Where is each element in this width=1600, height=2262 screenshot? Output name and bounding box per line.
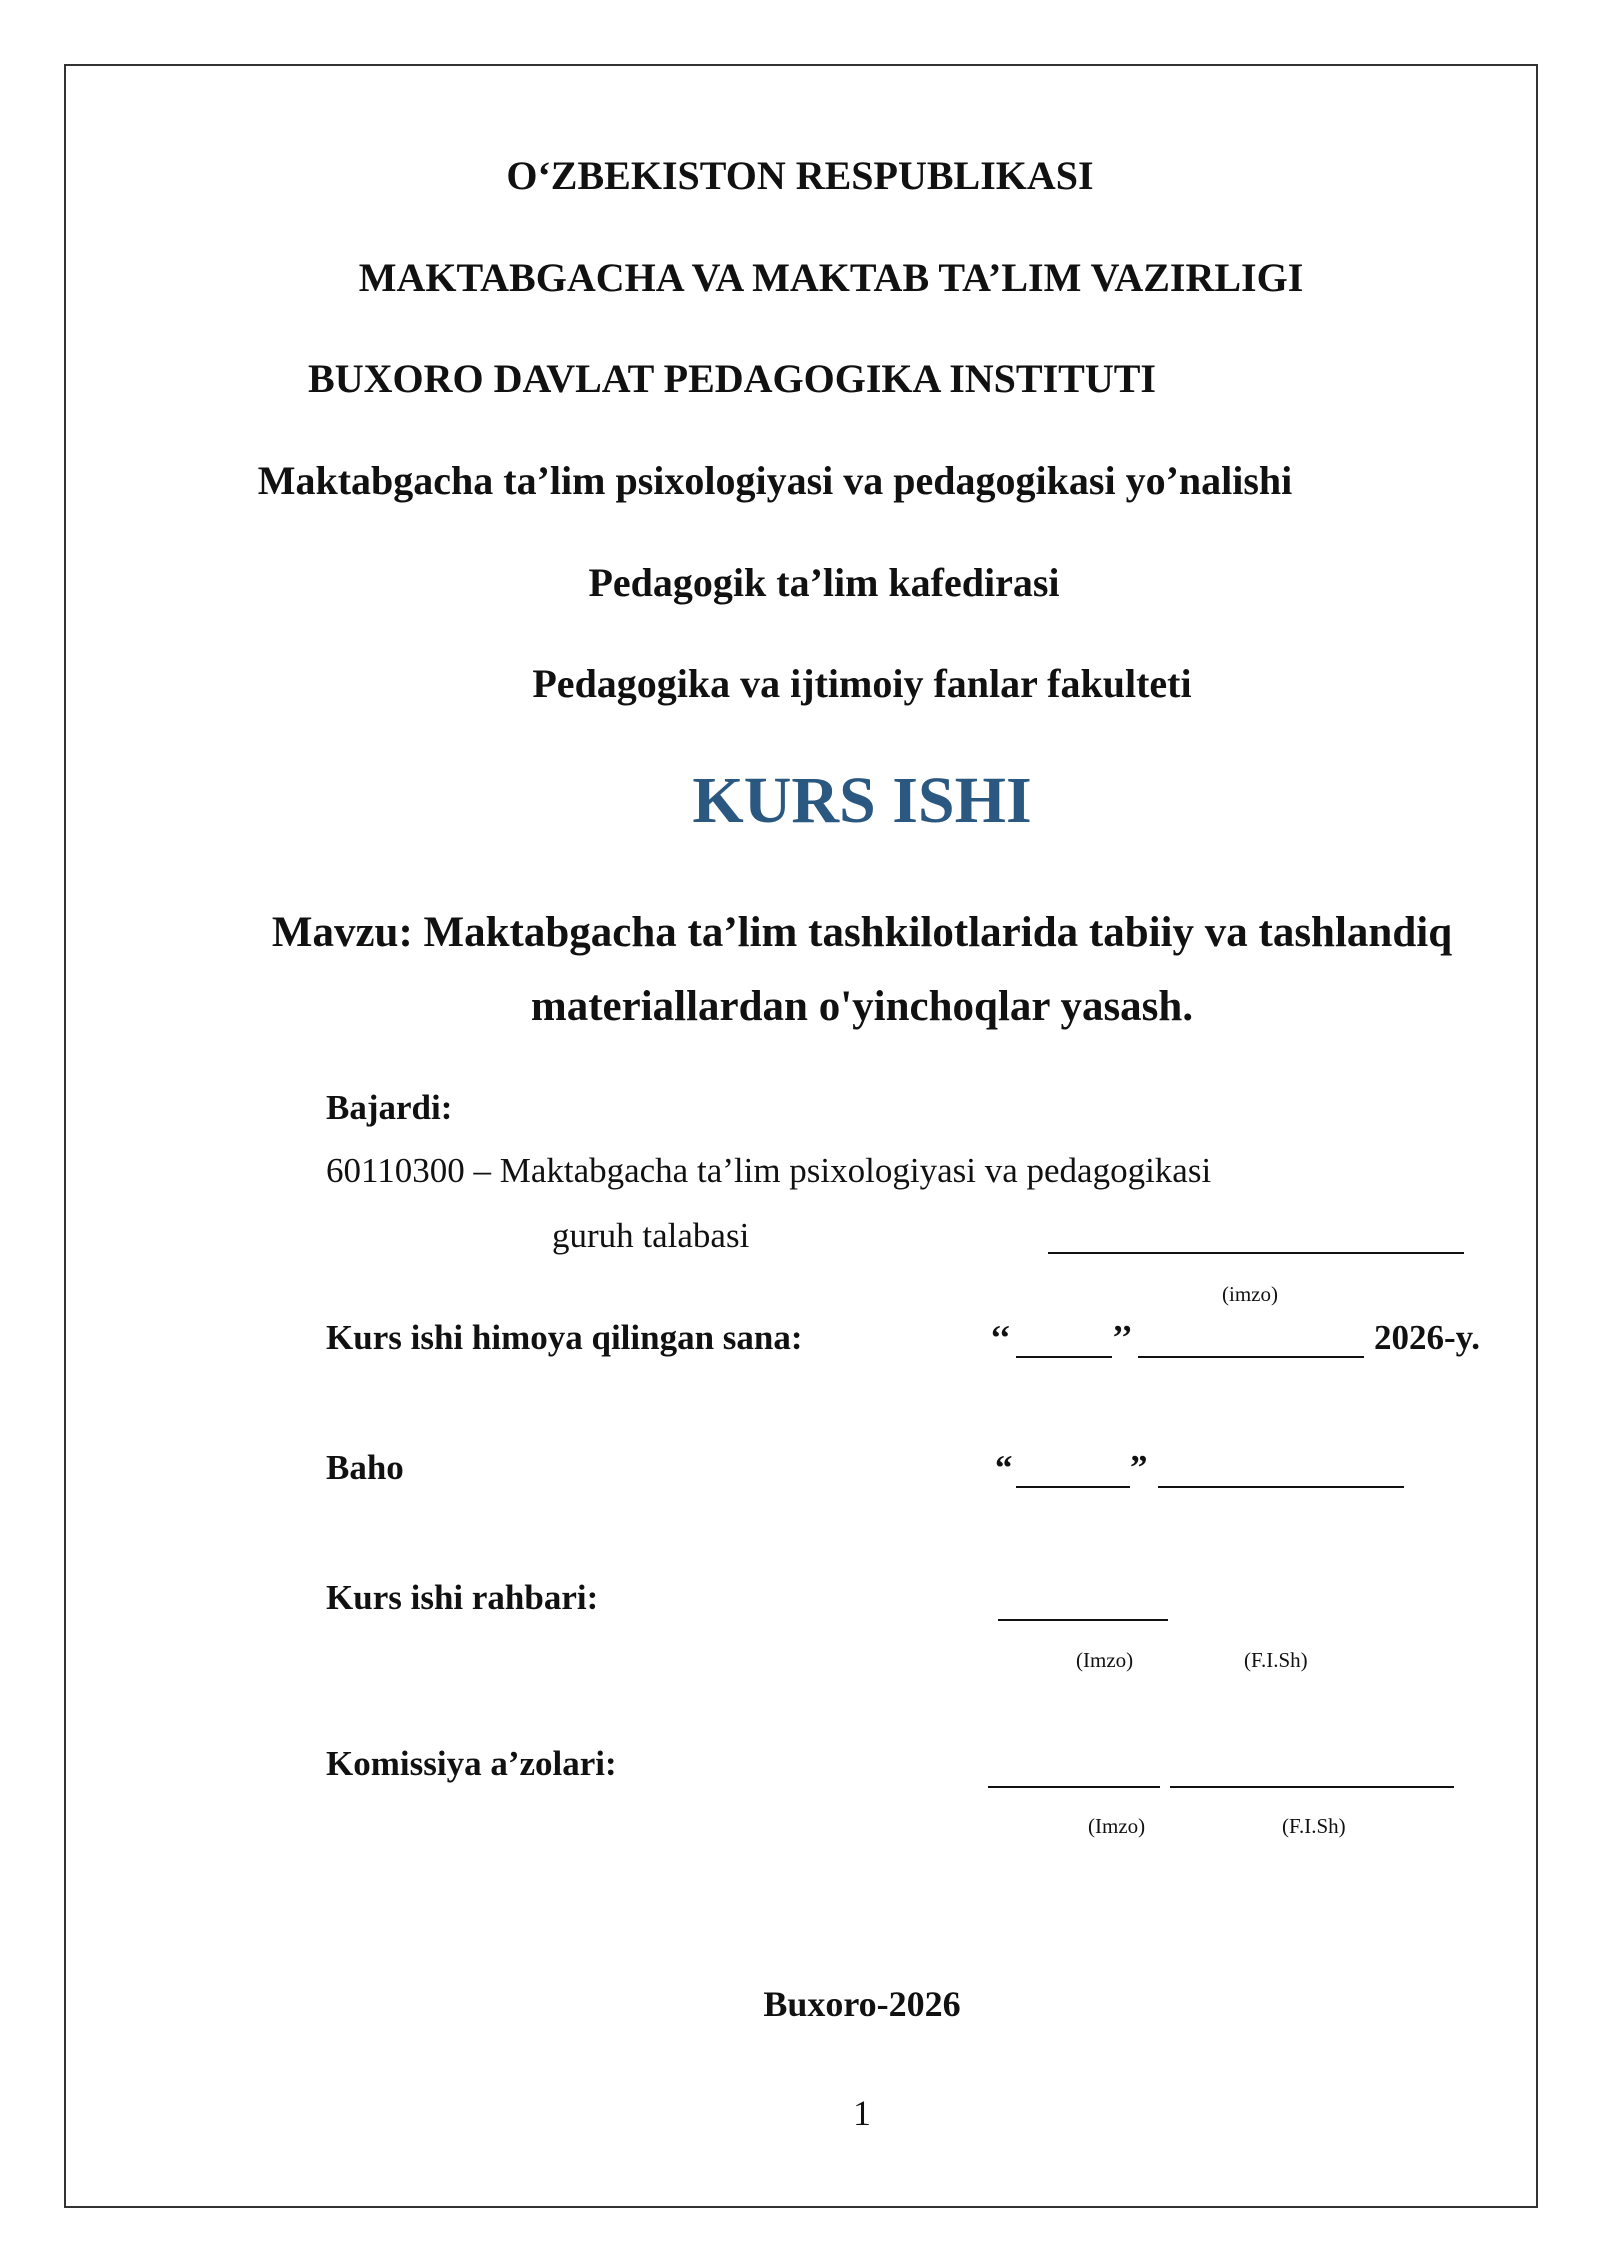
performer-signature-caption: (imzo) <box>1222 1282 1278 1306</box>
commission-name-line <box>1170 1786 1454 1788</box>
performer-label: Bajardi: <box>326 1088 453 1127</box>
commission-name-caption: (F.I.Sh) <box>1282 1814 1346 1838</box>
topic-line-2: materiallardan o'yinchoqlar yasash. <box>530 983 1194 1030</box>
performer-signature-line <box>1048 1252 1464 1254</box>
grade-close-quote: ” <box>1130 1448 1148 1487</box>
republic-heading: O‘ZBEKISTON RESPUBLIKASI <box>506 153 1094 198</box>
defense-year: 2026-y. <box>1374 1318 1480 1357</box>
commission-sign-caption: (Imzo) <box>1088 1814 1146 1838</box>
supervisor-name-caption: (F.I.Sh) <box>1244 1648 1308 1672</box>
topic-line-1: Mavzu: Maktabgacha ta’lim tashkilotlarida tabiiy va tashlandiq <box>271 909 1453 956</box>
performer-group: guruh talabasi <box>552 1216 750 1255</box>
defense-date-label: Kurs ishi himoya qilingan sana: <box>326 1318 803 1357</box>
direction-heading: Maktabgacha ta’lim psixologiyasi va pedagogikasi yo’nalishi <box>257 458 1293 503</box>
defense-day-open-quote: ‘‘ <box>990 1318 1011 1357</box>
performer-program: 60110300 – Maktabgacha ta’lim psixologiyasi va pedagogikasi <box>326 1151 1212 1190</box>
supervisor-sign-caption: (Imzo) <box>1076 1648 1134 1672</box>
defense-day-close-quote: ’’ <box>1112 1318 1133 1357</box>
defense-month-line <box>1138 1356 1364 1358</box>
ministry-heading: MAKTABGACHA VA MAKTAB TA’LIM VAZIRLIGI <box>358 255 1304 300</box>
grade-open-quote: “ <box>995 1448 1013 1487</box>
faculty-heading: Pedagogika va ijtimoiy fanlar fakulteti <box>532 661 1192 706</box>
commission-label: Komissiya a’zolari: <box>326 1744 617 1783</box>
supervisor-label: Kurs ishi rahbari: <box>326 1578 599 1617</box>
page-number: 1 <box>853 2093 871 2133</box>
grade-score-line <box>1016 1486 1130 1488</box>
grade-word-line <box>1158 1486 1404 1488</box>
supervisor-signature-line <box>998 1619 1168 1621</box>
defense-day-line <box>1016 1356 1112 1358</box>
document-title: KURS ISHI <box>692 764 1032 837</box>
grade-label: Baho <box>326 1448 404 1487</box>
department-heading: Pedagogik ta’lim kafedirasi <box>588 560 1060 605</box>
commission-signature-line <box>988 1786 1160 1788</box>
institute-heading: BUXORO DAVLAT PEDAGOGIKA INSTITUTI <box>308 356 1156 401</box>
city-year: Buxoro-2026 <box>763 1984 961 2024</box>
